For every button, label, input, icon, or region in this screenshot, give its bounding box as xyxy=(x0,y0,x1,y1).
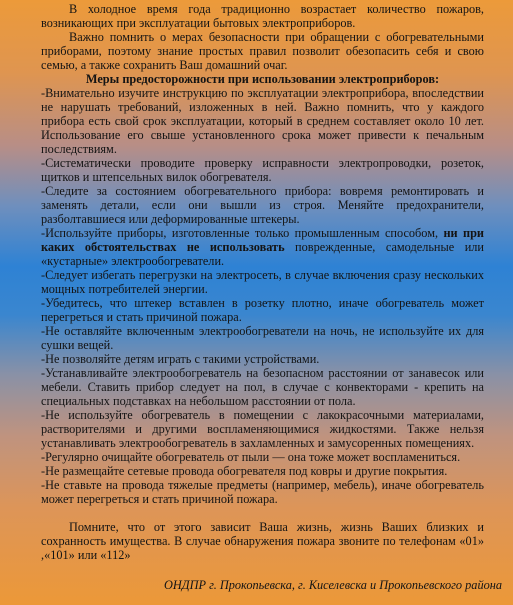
rule-item: -Следует избегать перегрузки на электросеть, в случае включения сразу нескольких мощных потребителей энергии. xyxy=(41,268,484,296)
rule-text: поврежденные, самодельные или «кустарные» электрообогреватели. xyxy=(41,240,484,268)
rule-item: -Устанавливайте электрообогреватель на безопасном расстоянии от занавесок или мебели. Ставить прибор следует на пол, в случае с конвекторами - крепить на специальных подставках на небольшом расстоянии от пола. xyxy=(41,366,484,408)
rule-item: -Систематически проводите проверку исправности электропроводки, розеток, щитков и штепсельных вилок обогревателя. xyxy=(41,156,484,184)
rule-item xyxy=(41,226,484,268)
closing-paragraph: Помните, что от этого зависит Ваша жизнь, жизнь Ваших близких и сохранность имущества. В случае обнаружения пожара звоните по телефонам «01» ,«101» или «112» xyxy=(41,520,484,562)
rule-item: -Следите за состоянием обогревательного прибора: вовремя ремонтировать и заменять детали, если они вышли из строя. Меняйте предохранители, разболтавшиеся или деформированные штекеры. xyxy=(41,184,484,226)
footer-signature: ОНДПР г. Прокопьевска, г. Киселевска и Прокопьевского района xyxy=(164,578,502,592)
rule-item: -Не оставляйте включенным электрообогреватели на ночь, не используйте их для сушки вещей. xyxy=(41,324,484,352)
rule-text: -Используйте приборы, изготовленные только промышленным способом, xyxy=(41,226,444,240)
rule-item: -Не позволяйте детям играть с такими устройствами. xyxy=(41,352,320,366)
rule-emphasis: ни при каких обстоятельствах не использовать xyxy=(41,226,484,254)
section-heading: Меры предосторожности при использовании электроприборов: xyxy=(85,72,440,86)
rule-item: -Регулярно очищайте обогреватель от пыли — она тоже может воспламениться. xyxy=(41,450,461,464)
intro-paragraph-2: Важно помнить о мерах безопасности при обращении с обогревательными приборами, поэтому знание простых правил позволит обезопасить себя и свою семью, а также сохранить Ваш домашний очаг. xyxy=(41,30,484,72)
rule-item: -Не размещайте сетевые провода обогревателя под ковры и другие покрытия. xyxy=(41,464,448,478)
rule-item: -Убедитесь, что штекер вставлен в розетку плотно, иначе обогреватель может перегреться и стать причиной пожара. xyxy=(41,296,484,324)
spacer xyxy=(41,506,484,520)
rule-item: -Не ставьте на провода тяжелые предметы (например, мебель), иначе обогреватель может перегреться и стать причиной пожара. xyxy=(41,478,484,506)
rule-item: -Внимательно изучите инструкцию по эксплуатации электроприбора, впоследствии не нарушать требований, изложенных в ней. Важно помнить, что у каждого прибора есть свой срок эксплуатации, который в среднем составляет около 10 лет. Использование его свыше установленного срока может привести к печальным последствиям. xyxy=(41,86,484,156)
rule-item: -Не используйте обогреватель в помещении с лакокрасочными материалами, растворителями и другими воспламеняющимися жидкостями. Также нельзя устанавливать электрообогреватель в захламленных и замусоренных помещениях. xyxy=(41,408,484,450)
intro-paragraph-1: В холодное время года традиционно возрастает количество пожаров, возникающих при эксплуатации бытовых электроприборов. xyxy=(41,2,484,30)
